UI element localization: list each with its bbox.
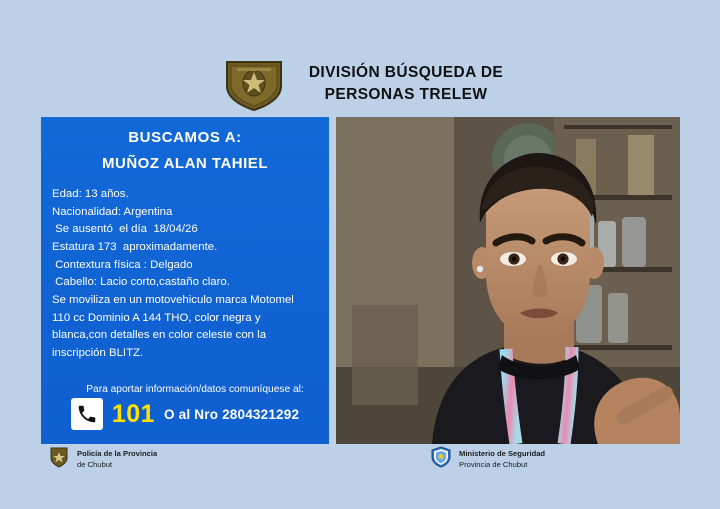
detail-line: Nacionalidad: Argentina <box>52 205 173 218</box>
phone-secondary: O al Nro 2804321292 <box>164 406 300 422</box>
panel-heading-block <box>41 117 329 172</box>
footer-right-line1: Ministerio de Seguridad <box>459 449 546 459</box>
police-crest-icon <box>217 56 291 112</box>
detail-line: Contextura física : Delgado <box>52 258 193 271</box>
footer-left <box>48 446 157 473</box>
header-title-line2: PERSONAS TRELEW <box>324 86 488 103</box>
footer-right <box>430 446 545 473</box>
ministry-shield-icon <box>430 446 452 473</box>
poster-header <box>0 56 720 112</box>
detail-line: Cabello: Lacio corto,castaño claro. <box>52 276 230 289</box>
police-chubut-crest-icon <box>48 446 70 473</box>
footer-left-line1: Policía de la Provincia <box>77 449 158 459</box>
detail-line: blanca,con detalles en color celeste con la <box>52 329 267 342</box>
detail-line: Estatura 173 aproximadamente. <box>52 241 218 254</box>
detail-line: 110 cc Dominio A 144 THO, color negra y <box>52 311 261 324</box>
detail-line: Se moviliza en un motovehiculo marca Motomel <box>52 294 294 307</box>
telephone-icon <box>71 398 103 430</box>
detail-line: Se ausentó el día 18/04/26 <box>52 223 198 236</box>
footer-right-line2: Provincia de Chubut <box>459 459 528 469</box>
contact-row <box>41 398 329 430</box>
info-panel <box>41 117 329 444</box>
detail-line: inscripción BLITZ. <box>52 347 144 360</box>
panel-heading: BUSCAMOS A: <box>128 129 242 146</box>
contact-block <box>41 384 329 430</box>
footer-right-text <box>459 449 545 470</box>
footer-left-text <box>77 449 157 470</box>
phone-primary: 101 <box>111 399 156 428</box>
page-title <box>309 62 503 107</box>
missing-person-photo <box>336 117 680 444</box>
header-title-line1: DIVISIÓN BÚSQUEDA DE <box>308 63 504 81</box>
person-name: MUÑOZ ALAN TAHIEL <box>102 155 268 172</box>
contact-lead: Para aportar información/datos comuníquese al: <box>86 384 304 395</box>
person-details <box>41 186 329 363</box>
footer-left-line2: de Chubut <box>77 459 113 469</box>
detail-line: Edad: 13 años. <box>52 188 129 200</box>
